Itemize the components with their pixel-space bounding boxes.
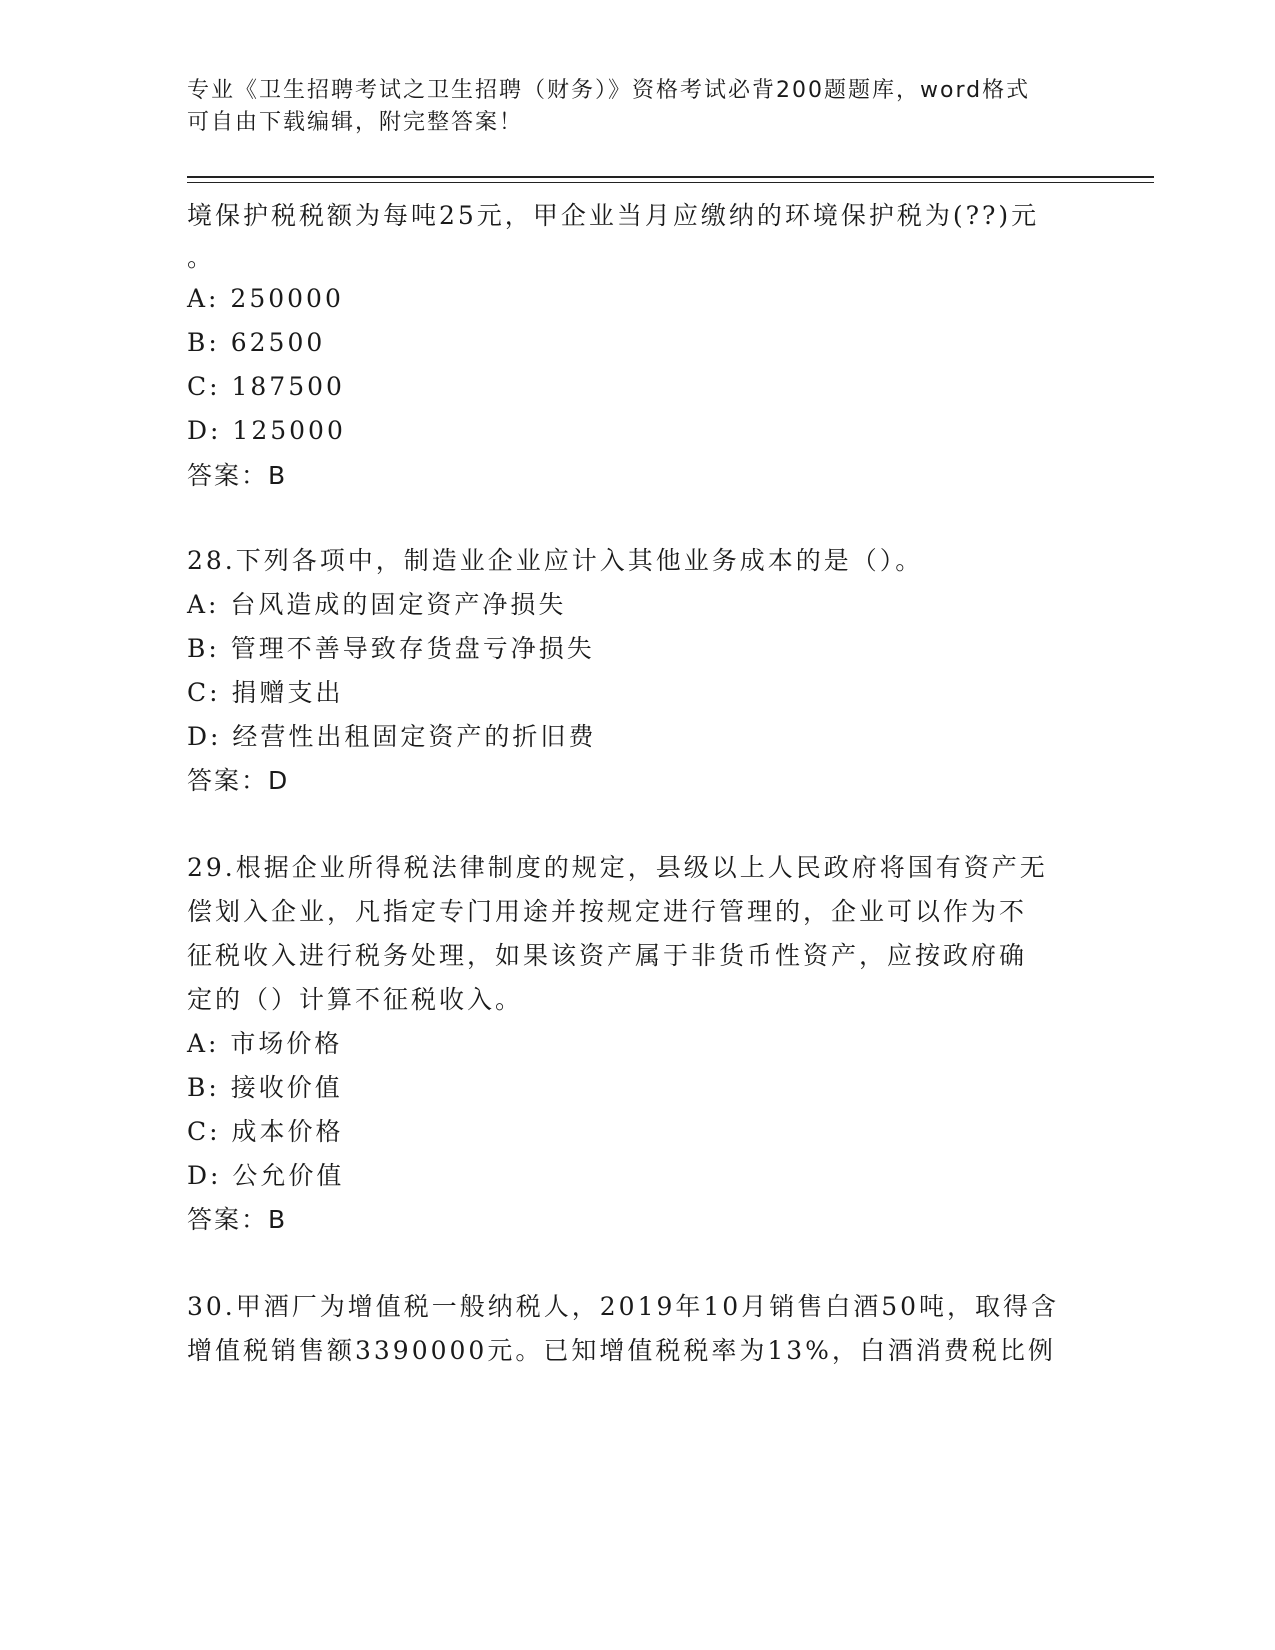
option-b: B: 管理不善导致存货盘亏净损失 bbox=[187, 634, 595, 663]
option-a: A: 市场价格 bbox=[187, 1029, 343, 1058]
question-stem-line: 30.甲酒厂为增值税一般纳税人，2019年10月销售白酒50吨，取得含 bbox=[187, 1292, 1060, 1321]
answer: 答案：B bbox=[187, 1205, 288, 1234]
option-c: C: 捐赠支出 bbox=[187, 678, 344, 707]
answer: 答案：B bbox=[187, 461, 288, 490]
option-a: A: 250000 bbox=[187, 284, 344, 313]
question-29 bbox=[187, 846, 1087, 1242]
spacer bbox=[187, 1242, 1087, 1285]
question-stem-line: 28.下列各项中，制造业企业应计入其他业务成本的是（）。 bbox=[187, 546, 924, 575]
option-d: D: 经营性出租固定资产的折旧费 bbox=[187, 722, 597, 751]
question-28 bbox=[187, 539, 1087, 803]
option-b: B: 接收价值 bbox=[187, 1073, 343, 1102]
question-stem-line: 征税收入进行税务处理，如果该资产属于非货币性资产，应按政府确 bbox=[187, 941, 1028, 970]
question-stem-line: 。 bbox=[187, 243, 216, 272]
question-stem-line: 增值税销售额3390000元。已知增值税税率为13%，白酒消费税比例 bbox=[187, 1336, 1056, 1365]
document-body bbox=[187, 193, 1087, 1373]
option-b: B: 62500 bbox=[187, 328, 326, 357]
question-30 bbox=[187, 1285, 1087, 1373]
question-stem-line: 境保护税税额为每吨25元，甲企业当月应缴纳的环境保护税为(??)元 bbox=[187, 201, 1040, 230]
header-line-2: 可自由下载编辑，附完整答案！ bbox=[187, 110, 524, 135]
question-stem-line: 偿划入企业，凡指定专门用途并按规定进行管理的，企业可以作为不 bbox=[187, 897, 1028, 926]
option-d: D: 125000 bbox=[187, 416, 346, 445]
spacer bbox=[187, 499, 1087, 539]
spacer bbox=[187, 803, 1087, 846]
header-rule-thick bbox=[187, 176, 1154, 178]
header-line-1: 专业《卫生招聘考试之卫生招聘（财务）》资格考试必背200题题库，word格式 bbox=[187, 78, 1031, 103]
question-27 bbox=[187, 193, 1087, 499]
option-d: D: 公允价值 bbox=[187, 1161, 345, 1190]
answer: 答案：D bbox=[187, 766, 290, 795]
option-c: C: 成本价格 bbox=[187, 1117, 344, 1146]
question-stem-line: 29.根据企业所得税法律制度的规定，县级以上人民政府将国有资产无 bbox=[187, 853, 1048, 882]
question-stem-line: 定的（）计算不征税收入。 bbox=[187, 985, 524, 1014]
header-rule-thin bbox=[187, 182, 1154, 183]
option-c: C: 187500 bbox=[187, 372, 345, 401]
option-a: A: 台风造成的固定资产净损失 bbox=[187, 590, 567, 619]
document-header bbox=[187, 75, 1067, 139]
